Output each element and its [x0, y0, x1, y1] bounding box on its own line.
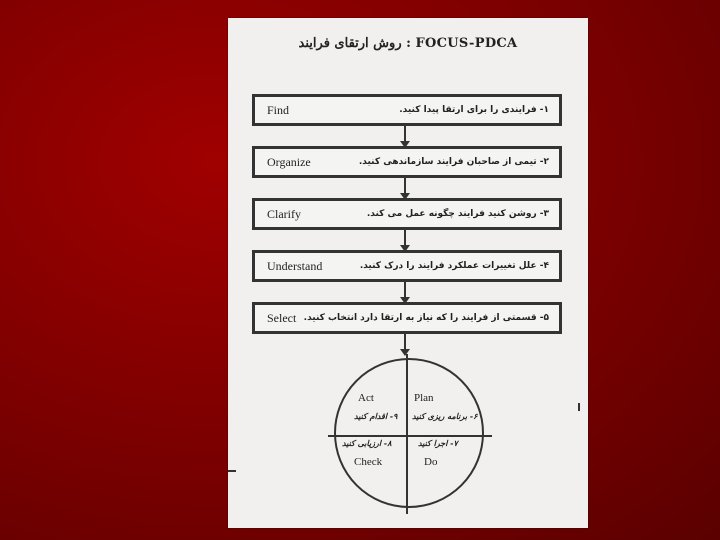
edge-mark	[228, 470, 236, 472]
edge-mark	[578, 403, 580, 411]
diagram-title: روش ارتقای فرایند : FOCUS-PDCA	[298, 36, 518, 51]
diagram-page	[228, 18, 588, 528]
arrow-down	[404, 126, 406, 146]
step-organize-description: ۲- تیمی از صاحبان فرایند سازماندهی کنید.	[358, 157, 549, 167]
step-understand	[252, 250, 562, 282]
step-clarify-description: ۳- روشن کنید فرایند چگونه عمل می کند.	[366, 209, 549, 219]
cycle-act-description: ۹- اقدام کنید	[354, 412, 398, 421]
step-understand-description: ۴- علل تغییرات عملکرد فرایند را درک کنید.	[359, 261, 549, 271]
pdca-cycle-circle	[334, 358, 484, 508]
cycle-plan-description: ۶- برنامه ریزی کنید	[412, 412, 478, 421]
step-organize	[252, 146, 562, 178]
step-find-label: Find	[267, 103, 290, 117]
step-find-description: ۱- فرایندی را برای ارتقا پیدا کنید.	[399, 105, 549, 115]
cycle-check-description: ۸- ارزیابی کنید	[342, 439, 392, 448]
arrow-down	[404, 178, 406, 198]
step-select-label: Select	[267, 311, 297, 325]
step-understand-label: Understand	[267, 259, 323, 273]
arrow-down	[404, 282, 406, 302]
arrow-down	[404, 334, 406, 354]
step-find	[252, 94, 562, 126]
step-clarify-label: Clarify	[267, 207, 301, 221]
arrow-down	[404, 230, 406, 250]
cycle-do-label: Do	[424, 456, 438, 468]
cycle-horizontal-divider	[328, 435, 492, 437]
cycle-check-label: Check	[354, 456, 383, 468]
cycle-act-label: Act	[358, 392, 374, 404]
step-select	[252, 302, 562, 334]
step-select-description: ۵- قسمتی از فرایند را که نیاز به ارتقا دارد انتخاب کنید.	[303, 313, 549, 323]
cycle-do-description: ۷- اجرا کنید	[418, 439, 458, 448]
cycle-plan-label: Plan	[414, 392, 434, 404]
cycle-vertical-divider	[406, 354, 408, 514]
step-clarify	[252, 198, 562, 230]
step-organize-label: Organize	[267, 155, 311, 169]
